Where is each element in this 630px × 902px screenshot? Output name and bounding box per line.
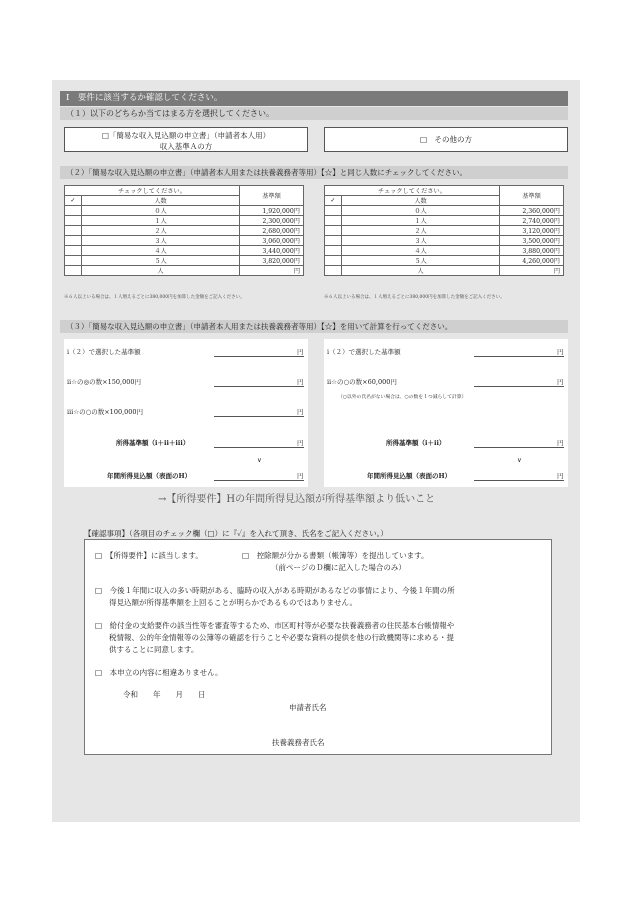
income-standard-total: 所得基準額（ⅰ＋ⅱ＋ⅲ） [116, 439, 190, 447]
row-checkbox[interactable] [325, 226, 342, 236]
people-count: ４人 [82, 246, 240, 256]
standard-amount: 3,880,000円 [500, 246, 564, 256]
yen-label: 円 [297, 348, 304, 356]
row-checkbox[interactable] [65, 236, 82, 246]
people-count: ２人 [82, 226, 240, 236]
standard-amount-table-right [324, 185, 564, 276]
yen-label: 円 [297, 408, 304, 416]
row-checkbox[interactable] [65, 226, 82, 236]
standard-amount: 4,260,000円 [500, 256, 564, 266]
confirm-item-no-discrepancy[interactable]: □ 本申立の内容に相違ありません。 [95, 668, 223, 677]
yen-label: 円 [297, 378, 304, 386]
calc-row-1: ⅰ（２）で選択した基準額 [327, 348, 401, 356]
confirm-item-deduction-note: （前ページのＤ欄に記入した場合のみ） [271, 563, 406, 572]
standard-amount: 2,680,000円 [240, 226, 304, 236]
question-1: （１）以下のどちらか当てはまる方を選択してください。 [60, 107, 568, 120]
table-row [325, 216, 564, 226]
row-checkbox[interactable] [325, 216, 342, 226]
amount-column-header: 基準額 [240, 186, 304, 206]
calc-row-2-note: （○以外の氏名がない場合は、○の数を１つ減らして計算） [338, 395, 467, 400]
row-checkbox[interactable] [325, 236, 342, 246]
calc-row-3: ⅲ☆の○の数×100,000円 [67, 408, 144, 416]
standard-amount: 3,440,000円 [240, 246, 304, 256]
people-count: ０人 [342, 206, 500, 216]
input-line[interactable] [214, 356, 304, 357]
table-row [65, 246, 304, 256]
standard-amount: 3,120,000円 [500, 226, 564, 236]
date-field[interactable]: 令和 年 月 日 [123, 690, 206, 699]
standard-amount: 円 [240, 266, 304, 276]
people-count: １人 [342, 216, 500, 226]
yen-label: 円 [557, 472, 564, 480]
standard-amount: 2,360,000円 [500, 206, 564, 216]
confirm-item-deduction-docs[interactable]: □ 控除額が分かる書類（帳簿等）を提出しています。 [242, 551, 429, 560]
input-line[interactable] [474, 480, 564, 481]
table-note-left: ※６人以上いる場合は、１人増えるごとに380,000円を加算した金額をご記入ください。 [64, 295, 245, 300]
calc-row-2: ⅱ☆の◎の数×150,000円 [67, 378, 141, 386]
standard-amount: 円 [500, 266, 564, 276]
input-line[interactable] [214, 386, 304, 387]
confirm-item-income-line2: 得見込額が所得基準額を上回ることが明らかであるものではありません。 [109, 598, 357, 607]
table-row [65, 226, 304, 236]
income-standard-total: 所得基準額（ⅰ＋ⅱ） [386, 439, 446, 447]
check-mark-header: ✓ [65, 196, 82, 206]
confirm-title: 【確認事項】（各項目のチェック欄（□）に『✓』を入れて頂き、氏名をご記入ください。） [84, 529, 388, 538]
people-count: ２人 [342, 226, 500, 236]
yen-label: 円 [297, 472, 304, 480]
choice-a-line2: 収入基準Ａの方 [159, 142, 213, 151]
table-row [65, 236, 304, 246]
input-line[interactable] [214, 480, 304, 481]
choice-a-line1: □「簡易な収入見込額の申立書」（申請者本人用） [101, 131, 271, 140]
check-header: チェックしてください。 [65, 186, 240, 196]
confirm-item-consent-line3: 供することに同意します。 [109, 645, 199, 654]
people-column-header: 人数 [342, 196, 500, 206]
calc-row-2: ⅱ☆の○の数×60,000円 [327, 378, 397, 386]
people-count: ０人 [82, 206, 240, 216]
supporter-name-label: 扶養義務者氏名 [272, 738, 325, 747]
calc-panel-right [324, 339, 568, 487]
row-checkbox[interactable] [325, 256, 342, 266]
table-row [325, 256, 564, 266]
table-row [325, 226, 564, 236]
people-count: ４人 [342, 246, 500, 256]
confirm-item-income-line1[interactable]: □ 今後１年間に収入の多い時期がある、臨時の収入がある時期があるなどの事情により、今後１年間の所 [95, 586, 455, 595]
less-than-symbol: ∨ [257, 456, 262, 464]
table-note-right: ※６人以上いる場合は、１人増えるごとに380,000円を加算した金額をご記入ください。 [324, 295, 505, 300]
table-row [65, 216, 304, 226]
annual-income-estimate: 年間所得見込額（表面のH） [367, 472, 452, 480]
input-line[interactable] [474, 386, 564, 387]
yen-label: 円 [557, 439, 564, 447]
table-row [325, 236, 564, 246]
people-count: ５人 [82, 256, 240, 266]
standard-amount: 3,500,000円 [500, 236, 564, 246]
check-mark-header: ✓ [325, 196, 342, 206]
yen-label: 円 [557, 378, 564, 386]
calc-row-1: ⅰ（２）で選択した基準額 [67, 348, 141, 356]
confirm-item-consent-line2: 税情報、公的年金情報等の公簿等の確認を行うことや必要な資料の提供を他の行政機関等に求める・提 [109, 633, 454, 642]
people-count: ５人 [342, 256, 500, 266]
standard-amount-table-left [64, 185, 304, 276]
row-checkbox[interactable] [65, 266, 82, 276]
table-row [325, 206, 564, 216]
people-count: ３人 [342, 236, 500, 246]
confirm-item-consent-line1[interactable]: □ 給付金の支給要件の該当性等を審査等するため、市区町村等が必要な扶養義務者の住民基本台帳情報や [95, 621, 455, 630]
table-row [325, 266, 564, 276]
confirm-box [84, 539, 552, 755]
standard-amount: 2,300,000円 [240, 216, 304, 226]
standard-amount: 3,060,000円 [240, 236, 304, 246]
input-line[interactable] [214, 447, 304, 448]
yen-label: 円 [557, 348, 564, 356]
row-checkbox[interactable] [65, 216, 82, 226]
yen-label: 円 [297, 439, 304, 447]
table-row [65, 256, 304, 266]
input-line[interactable] [474, 356, 564, 357]
choice-other[interactable]: □ その他の方 [324, 127, 568, 152]
standard-amount: 2,740,000円 [500, 216, 564, 226]
row-checkbox[interactable] [325, 246, 342, 256]
choice-income-standard-a[interactable] [64, 127, 308, 152]
people-column-header: 人数 [82, 196, 240, 206]
people-count: ３人 [82, 236, 240, 246]
standard-amount: 1,920,000円 [240, 206, 304, 216]
input-line[interactable] [474, 447, 564, 448]
section-title: Ⅰ 要件に該当するか確認してください。 [60, 91, 568, 106]
table-row [325, 246, 564, 256]
row-checkbox[interactable] [325, 206, 342, 216]
applicant-name-label: 申請者氏名 [289, 703, 327, 712]
input-line[interactable] [214, 416, 304, 417]
table-row [65, 266, 304, 276]
confirm-item-income-requirement[interactable]: □ 【所得要件】に該当します。 [95, 551, 203, 560]
row-checkbox[interactable] [65, 206, 82, 216]
row-checkbox[interactable] [65, 246, 82, 256]
people-count: 人 [82, 266, 240, 276]
row-checkbox[interactable] [65, 256, 82, 266]
table-row [65, 206, 304, 216]
people-count: １人 [82, 216, 240, 226]
question-3: （３）「簡易な収入見込額の申立書」（申請者本人用または扶養義務者等用）【☆】を用いて計算を行ってください。 [60, 320, 568, 333]
annual-income-estimate: 年間所得見込額（表面のH） [107, 472, 192, 480]
people-count: 人 [342, 266, 500, 276]
calc-panel-left [64, 339, 308, 487]
income-requirement-statement: →【所得要件】Hの年間所得見込額が所得基準額より低いこと [158, 494, 436, 505]
question-2: （２）「簡易な収入見込額の申立書」（申請者本人用または扶養義務者等用）【☆】と同じ人数にチェックしてください。 [60, 166, 568, 179]
check-header: チェックしてください。 [325, 186, 500, 196]
less-than-symbol: ∨ [517, 456, 522, 464]
standard-amount: 3,820,000円 [240, 256, 304, 266]
row-checkbox[interactable] [325, 266, 342, 276]
amount-column-header: 基準額 [500, 186, 564, 206]
